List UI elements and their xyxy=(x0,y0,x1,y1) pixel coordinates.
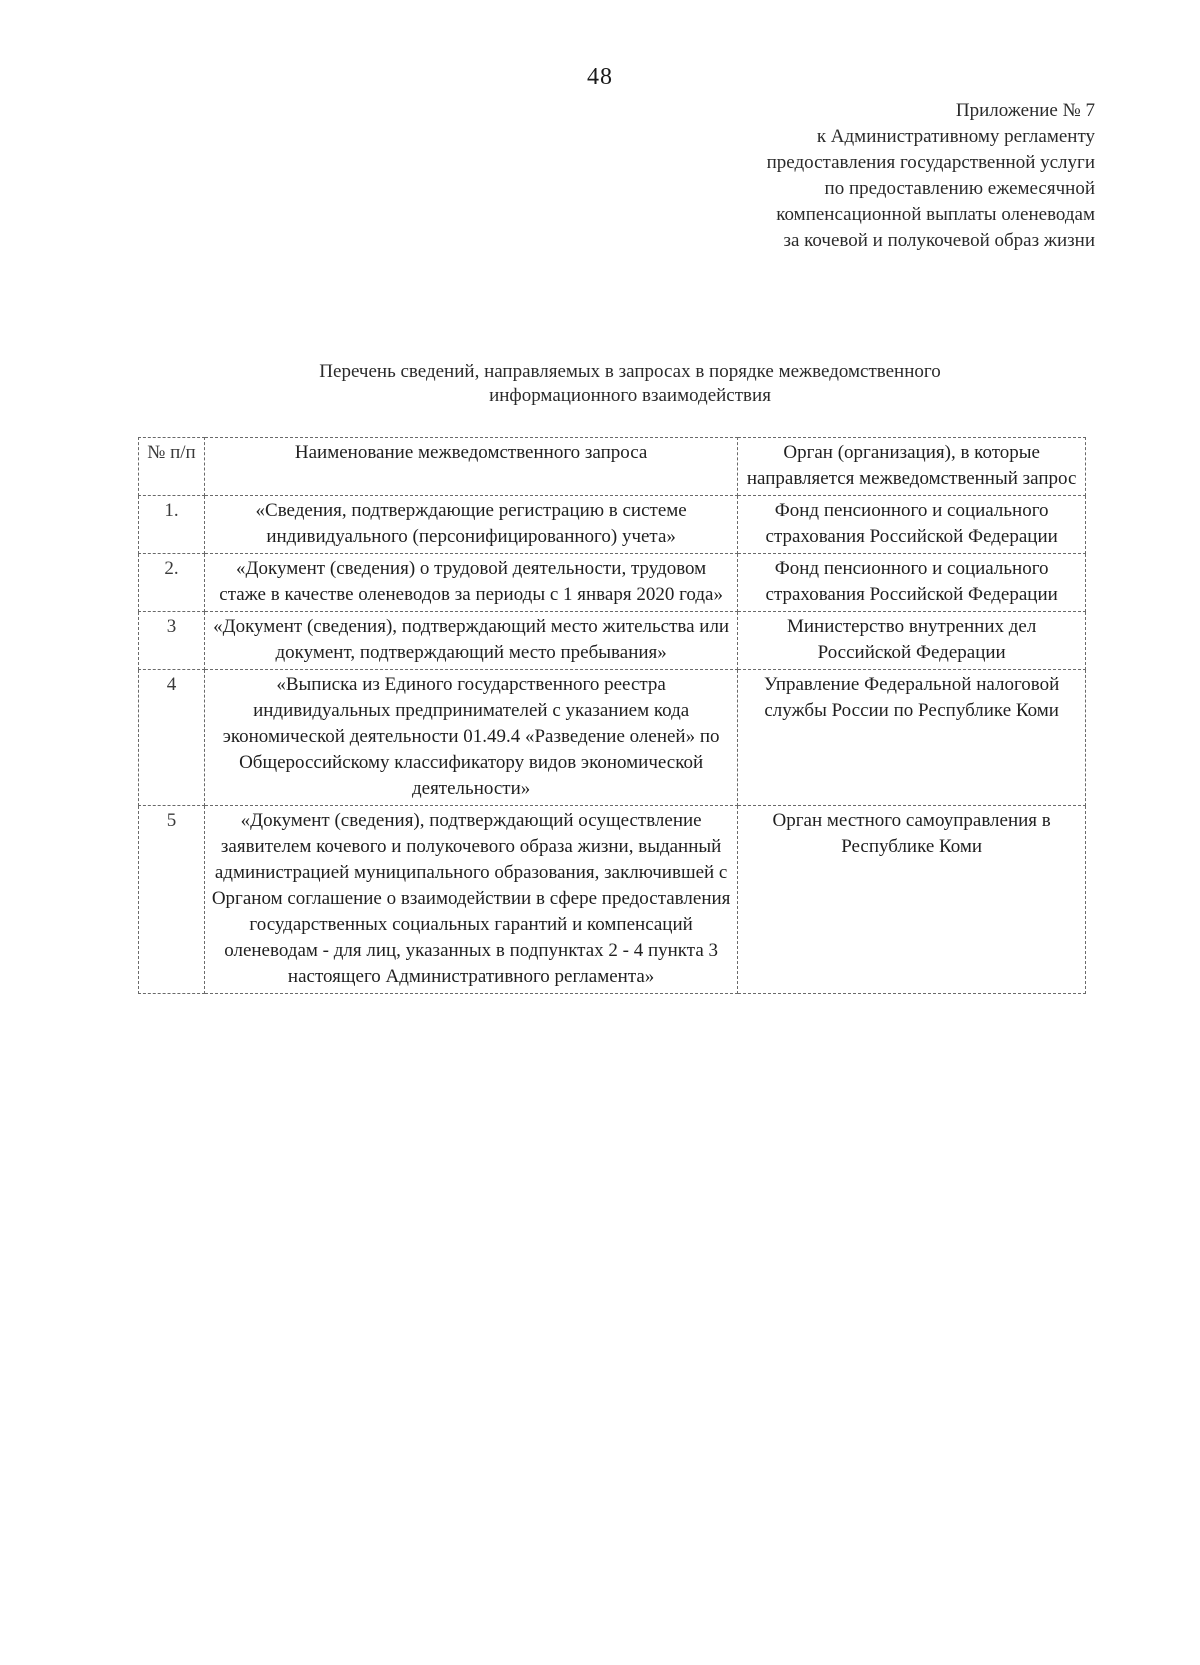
row-request-name: «Документ (сведения), подтверждающий место жительства или документ, подтверждающий место пребывания» xyxy=(204,612,737,670)
row-num: 3 xyxy=(139,612,205,670)
table-row xyxy=(139,554,1086,612)
appendix-line: за кочевой и полукочевой образ жизни xyxy=(783,230,1095,251)
header-organization: Орган (организация), в которые направляется межведомственный запрос xyxy=(738,438,1086,496)
row-organization: Министерство внутренних дел Российской Федерации xyxy=(738,612,1086,670)
row-organization: Фонд пенсионного и социального страхования Российской Федерации xyxy=(738,496,1086,554)
appendix-line: по предоставлению ежемесячной xyxy=(824,178,1095,199)
row-request-name: «Документ (сведения) о трудовой деятельности, трудовом стаже в качестве оленеводов за периоды с 1 января 2020 года» xyxy=(204,554,737,612)
appendix-header xyxy=(767,98,1095,254)
row-request-name: «Документ (сведения), подтверждающий осуществление заявителем кочевого и полукочевого образа жизни, выданный администрацией муниципального образования, заключившей с Органом соглашение о взаимодействии в сфере предоставления государственных социальных гарантий и компенсаций оленеводам - для лиц, указанных в подпунктах 2 - 4 пункта 3 настоящего Административного регламента» xyxy=(204,806,737,994)
row-organization: Фонд пенсионного и социального страхования Российской Федерации xyxy=(738,554,1086,612)
page-number: 48 xyxy=(587,64,613,90)
row-organization: Управление Федеральной налоговой службы России по Республике Коми xyxy=(738,670,1086,806)
requests-table xyxy=(138,437,1086,994)
table-header-row xyxy=(139,438,1086,496)
table-row xyxy=(139,496,1086,554)
header-num: № п/п xyxy=(139,438,205,496)
table-row xyxy=(139,612,1086,670)
row-num: 5 xyxy=(139,806,205,994)
row-num: 4 xyxy=(139,670,205,806)
row-num: 2. xyxy=(139,554,205,612)
row-request-name: «Выписка из Единого государственного реестра индивидуальных предпринимателей с указанием кода экономической деятельности 01.49.4 «Разведение оленей» по Общероссийскому классификатору видов экономической деятельности» xyxy=(204,670,737,806)
row-request-name: «Сведения, подтверждающие регистрацию в системе индивидуального (персонифицированного) учета» xyxy=(204,496,737,554)
table-row xyxy=(139,670,1086,806)
appendix-line: к Административному регламенту xyxy=(816,126,1095,147)
document-title-line: информационного взаимодействия xyxy=(489,385,771,406)
appendix-line: компенсационной выплаты оленеводам xyxy=(776,204,1095,225)
document-title xyxy=(190,360,1070,408)
row-num: 1. xyxy=(139,496,205,554)
appendix-line: предоставления государственной услуги xyxy=(766,152,1095,173)
header-request-name: Наименование межведомственного запроса xyxy=(204,438,737,496)
appendix-line: Приложение № 7 xyxy=(955,100,1095,121)
document-title-line: Перечень сведений, направляемых в запросах в порядке межведомственного xyxy=(319,361,941,382)
row-organization: Орган местного самоуправления в Республике Коми xyxy=(738,806,1086,994)
table-row xyxy=(139,806,1086,994)
